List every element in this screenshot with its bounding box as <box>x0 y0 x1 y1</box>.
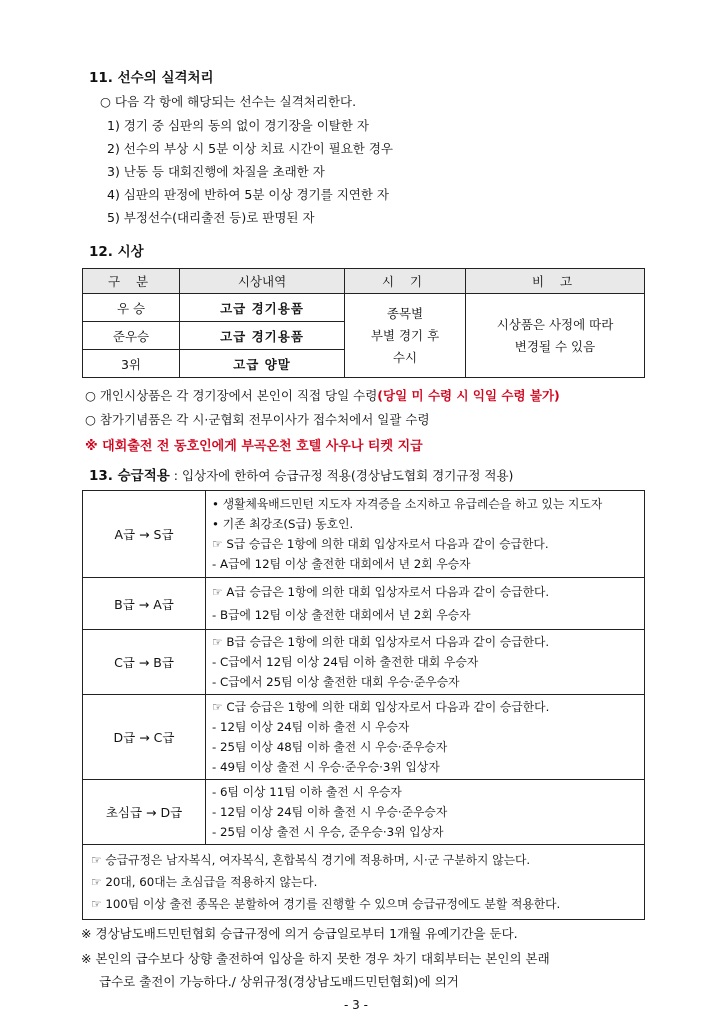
rule-cell <box>206 491 645 578</box>
header-cell: 시 기 <box>345 269 466 294</box>
list-item: 4) 심판의 판정에 반하여 5분 이상 경기를 지연한 자 <box>107 187 389 202</box>
list-item: 3) 난동 등 대회진행에 차질을 초래한 자 <box>107 164 325 179</box>
footer-note-1: ※ 경상남도배드민턴협회 승급규정에 의거 승급일로부터 1개월 유예기간을 둔다. <box>81 926 518 941</box>
rule-line: - 25팀 이상 출전 시 우승, 준우승·3위 입상자 <box>212 825 444 839</box>
rule-line: ☞ S급 승급은 1항에 의한 대회 입상자로서 다음과 같이 승급한다. <box>212 537 549 551</box>
timing-cell <box>345 294 466 378</box>
award-note-1 <box>85 386 560 404</box>
remark-line: 변경될 수 있음 <box>514 338 596 354</box>
rule-line: ☞ C급 승급은 1항에 의한 대회 입상자로서 다음과 같이 승급한다. <box>212 700 550 714</box>
promotion-table <box>82 490 645 920</box>
award-table <box>82 268 645 378</box>
rule-cell <box>206 695 645 780</box>
section-13-heading <box>89 464 513 484</box>
remark-line: 시상품은 사정에 따라 <box>496 316 614 332</box>
sauna-ticket-notice: ※ 대회출전 전 동호인에게 부곡온천 호텔 사우나 티켓 지급 <box>85 439 423 454</box>
promotion-note: ☞ 100팀 이상 출전 종목은 분할하여 경기를 진행할 수 있으며 승급규정에도 분할 적용한다. <box>91 897 561 911</box>
list-item: 5) 부정선수(대리출전 등)로 판명된 자 <box>107 210 315 225</box>
grade-cell: B급 → A급 <box>83 578 206 630</box>
rule-line: - 12팀 이상 24팀 이하 출전 시 우승·준우승자 <box>212 805 448 819</box>
section-13-subtitle: : 입상자에 한하여 승급규정 적용(경상남도협회 경기규정 적용) <box>169 468 514 483</box>
grade-cell: 초심급 → D급 <box>83 780 206 845</box>
prize-cell: 고급 경기용품 <box>180 294 345 322</box>
section-13-title: 13. 승급적용 <box>89 468 170 484</box>
rule-line: - 49팀 이상 출전 시 우승·준우승·3위 입상자 <box>212 760 440 774</box>
remark-cell <box>466 294 645 378</box>
timing-line: 부별 경기 후 <box>370 327 440 343</box>
rule-line: - 12팀 이상 24팀 이하 출전 시 우승자 <box>212 720 410 734</box>
rank-cell: 3위 <box>83 350 180 378</box>
rank-cell: 우 승 <box>83 294 180 322</box>
section-11-title: 11. 선수의 실격처리 <box>89 70 214 86</box>
award-note-text: ○ 개인시상품은 각 경기장에서 본인이 직접 당일 수령 <box>85 388 378 403</box>
rule-line: - B급에 12팀 이상 출전한 대회에서 년 2회 우승자 <box>212 607 471 622</box>
timing-line: 종목별 <box>386 305 424 321</box>
award-note-warning: (당일 미 수령 시 익일 수령 불가) <box>377 388 560 403</box>
rank-cell: 준우승 <box>83 322 180 350</box>
rule-cell <box>206 630 645 695</box>
promotion-note: ☞ 20대, 60대는 초심급을 적용하지 않는다. <box>91 875 318 889</box>
list-item: 2) 선수의 부상 시 5분 이상 치료 시간이 필요한 경우 <box>107 141 393 156</box>
prize-cell: 고급 경기용품 <box>180 322 345 350</box>
rule-cell <box>206 780 645 845</box>
rule-line: - C급에서 25팀 이상 출전한 대회 우승·준우승자 <box>212 675 460 689</box>
list-item: 1) 경기 중 심판의 동의 없이 경기장을 이탈한 자 <box>107 118 369 133</box>
promotion-notes <box>83 845 645 920</box>
grade-cell: A급 → S급 <box>83 491 206 578</box>
rule-line: ☞ B급 승급은 1항에 의한 대회 입상자로서 다음과 같이 승급한다. <box>212 635 550 649</box>
header-cell: 시상내역 <box>180 269 345 294</box>
grade-cell: D급 → C급 <box>83 695 206 780</box>
rule-line: • 기존 최강조(S급) 동호인. <box>212 517 354 531</box>
rule-line: ☞ A급 승급은 1항에 의한 대회 입상자로서 다음과 같이 승급한다. <box>212 584 550 599</box>
footer-note-2-cont: 급수로 출전이 가능하다./ 상위규정(경상남도배드민턴협회)에 의거 <box>99 974 459 989</box>
rule-line: - 25팀 이상 48팀 이하 출전 시 우승·준우승자 <box>212 740 448 754</box>
grade-cell: C급 → B급 <box>83 630 206 695</box>
promotion-note: ☞ 승급규정은 남자복식, 여자복식, 혼합복식 경기에 적용하며, 시·군 구분하지 않는다. <box>91 853 531 867</box>
rule-line: - A급에 12팀 이상 출전한 대회에서 년 2회 우승자 <box>212 557 471 571</box>
rule-line: - 6팀 이상 11팀 이하 출전 시 우승자 <box>212 785 402 799</box>
header-cell: 비 고 <box>466 269 645 294</box>
timing-line: 수시 <box>392 349 418 365</box>
rule-cell <box>206 578 645 630</box>
rule-line: - C급에서 12팀 이상 24팀 이하 출전한 대회 우승자 <box>212 655 479 669</box>
section-11-intro: ○ 다음 각 항에 해당되는 선수는 실격처리한다. <box>100 94 357 109</box>
rule-line: • 생활체육배드민턴 지도자 자격증을 소지하고 유급레슨을 하고 있는 지도자 <box>212 497 603 511</box>
header-cell: 구 분 <box>83 269 180 294</box>
page-number: - 3 - <box>344 998 368 1012</box>
footer-note-2: ※ 본인의 급수보다 상향 출전하여 입상을 하지 못한 경우 차기 대회부터는 본인의 본래 <box>81 951 550 966</box>
section-12-title: 12. 시상 <box>89 244 144 260</box>
prize-cell: 고급 양말 <box>180 350 345 378</box>
award-note-2: ○ 참가기념품은 각 시·군협회 전무이사가 접수처에서 일괄 수령 <box>85 412 430 427</box>
